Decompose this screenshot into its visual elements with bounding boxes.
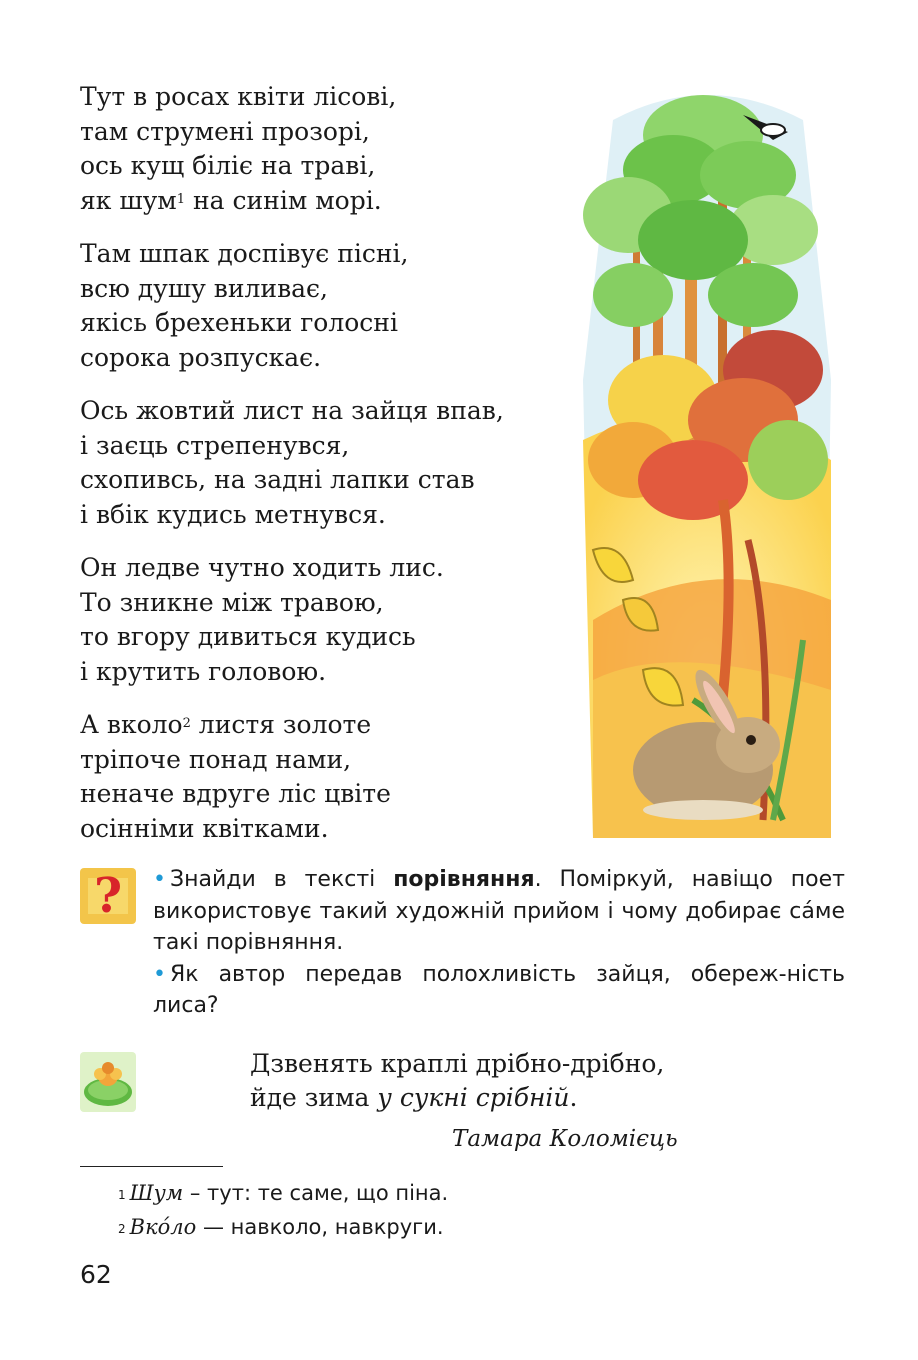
epigraph-line: Дзвенять краплі дрібно-дрібно,	[250, 1049, 665, 1078]
footnote-term: Шум	[129, 1181, 184, 1205]
poem-line: Он ледве чутно ходить лис.	[80, 553, 444, 582]
footnote-ref-2[interactable]: 2	[182, 716, 191, 731]
epigraph	[250, 1047, 664, 1115]
epigraph-text: .	[569, 1083, 578, 1112]
task-text: . Поміркуй, навіщо поет використовує такий художній прийом і чому добирає са́ме такі порівняння.	[153, 867, 845, 955]
bullet: •	[153, 867, 166, 892]
poem-line: і крутить головою.	[80, 656, 327, 686]
task-text: Як автор передав полохливість зайця, обереж-ність лиса?	[153, 961, 845, 1018]
task-item	[153, 959, 845, 1022]
epigraph-line	[250, 1081, 664, 1115]
epigraph-author: Тамара Коломієць	[452, 1126, 678, 1152]
footnotes	[118, 1176, 448, 1244]
page-number: 62	[80, 1260, 112, 1289]
svg-text:?: ?	[93, 868, 123, 924]
epigraph-italic: у сукні срібній	[377, 1083, 570, 1112]
question-mark-icon	[80, 868, 136, 924]
poem-line: то вгору дивиться кудись	[80, 622, 416, 651]
poem-line: і заєць стрепенувся,	[80, 430, 350, 460]
stanza-5	[80, 708, 560, 846]
stanza-4	[80, 551, 560, 689]
poem-line-text: на синім морі.	[185, 185, 382, 215]
footnote-text: — навколо, навкруги.	[196, 1215, 444, 1239]
poem-line: і вбік кудись метнувся.	[80, 499, 386, 529]
task-item	[153, 864, 845, 959]
poem-line: Тут в росах квіти лісові,	[80, 82, 397, 111]
poem-line: тріпоче понад нами,	[80, 744, 352, 774]
footnote-ref-1[interactable]: 1	[176, 191, 186, 207]
poem-line: схопивсь, на задні лапки став	[80, 465, 475, 494]
task-list	[153, 864, 845, 1022]
poem-line: То зникне між травою,	[80, 587, 384, 617]
task-text: Знайди в тексті	[169, 867, 394, 892]
poem-line: там струмені прозорі,	[80, 116, 370, 146]
epigraph-text: йде зима	[250, 1083, 378, 1112]
footnote-term: Вко́ло	[129, 1215, 197, 1239]
poem-line: неначе вдруге ліс цвіте	[80, 779, 391, 808]
poem-line-text: як шум	[80, 185, 177, 215]
footnote-2	[118, 1210, 448, 1244]
poem-line: якісь брехеньки голосні	[80, 308, 398, 337]
poem-line-text: листя золоте	[190, 710, 372, 739]
footnote-number: 2	[118, 1222, 126, 1236]
footnote-1	[118, 1176, 448, 1210]
poem-line: всю душу виливає,	[80, 273, 328, 303]
water-lily-icon	[80, 1052, 136, 1112]
poem-line: осінніми квітками.	[80, 813, 329, 843]
stanza-3	[80, 394, 560, 532]
poem-line-text: А вколо	[80, 710, 183, 739]
stanza-1	[80, 80, 560, 218]
poem-line: Ось жовтий лист на зайця впав,	[80, 396, 504, 425]
footnote-text: – тут: те саме, що піна.	[183, 1181, 449, 1205]
poem-line: Там шпак доспівує пісні,	[80, 239, 409, 268]
poem-line	[80, 708, 560, 743]
stanza-2	[80, 237, 560, 375]
footnote-divider	[80, 1166, 223, 1167]
footnote-number: 1	[118, 1188, 126, 1202]
poem-line: ось кущ біліє на траві,	[80, 151, 376, 180]
autumn-forest-hare-illustration	[573, 80, 841, 838]
poem	[80, 80, 560, 865]
poem-line	[80, 184, 560, 219]
bullet: •	[153, 961, 166, 987]
task-keyword: порівняння	[393, 867, 535, 892]
poem-line: сорока розпускає.	[80, 342, 322, 372]
